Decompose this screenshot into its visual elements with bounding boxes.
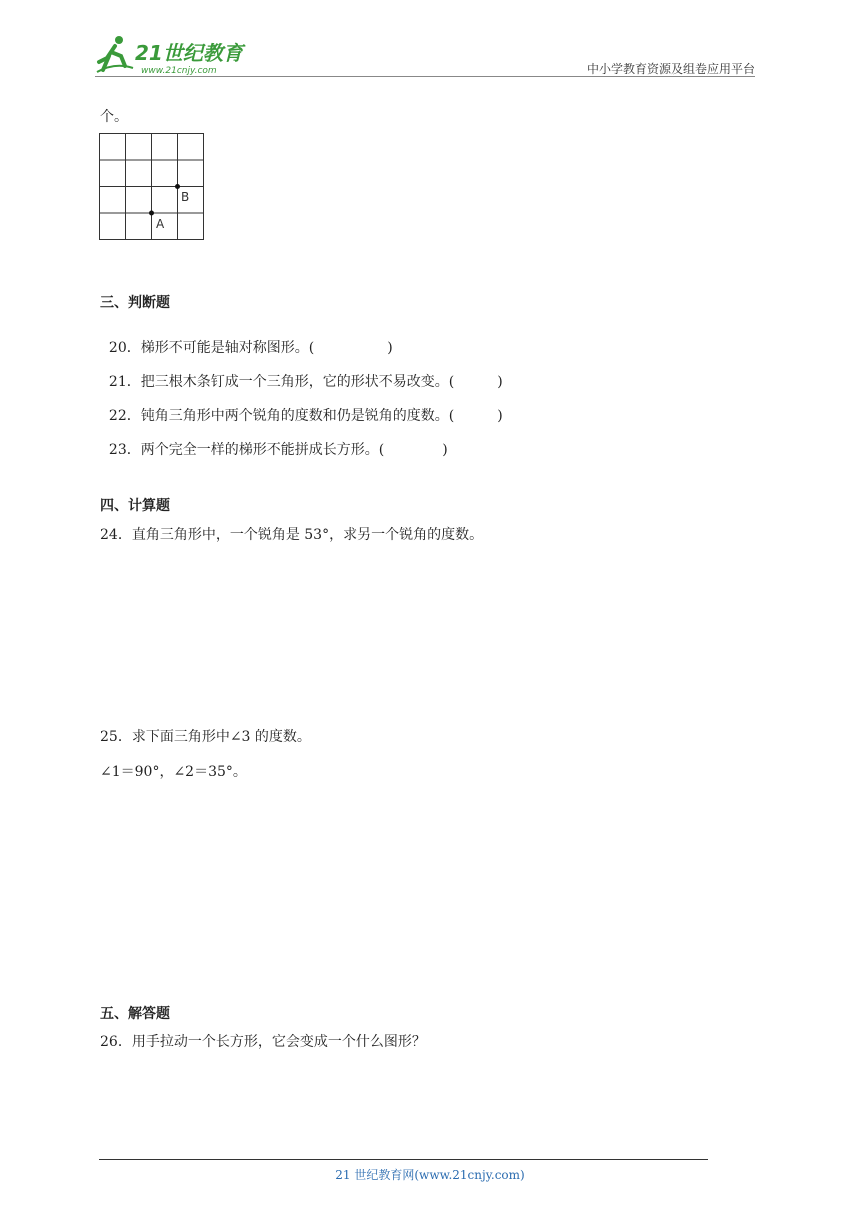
question-22-text: 22．钝角三角形中两个锐角的度数和仍是锐角的度数。(: [108, 408, 455, 424]
footer-divider: [99, 1159, 708, 1160]
question-20-close: ): [387, 340, 393, 356]
section-4-title: 四、计算题: [100, 498, 170, 514]
question-26: 26．用手拉动一个长方形，它会变成一个什么图形？: [100, 1034, 426, 1050]
section-3-title: 三、判断题: [100, 295, 170, 311]
site-logo: [95, 32, 265, 78]
label-b: B: [181, 190, 190, 204]
footer-link[interactable]: 21 世纪教育网(www.21cnjy.com): [335, 1168, 525, 1182]
logo-text: 21世纪教育: [135, 41, 243, 65]
point-a: [149, 211, 154, 216]
question-21: [100, 355, 503, 391]
page-header: [95, 32, 755, 78]
question-23-close: ): [442, 442, 448, 458]
question-25: 25．求下面三角形中∠3 的度数。: [100, 729, 311, 745]
question-23-text: 23．两个完全一样的梯形不能拼成长方形。(: [108, 442, 385, 458]
grid-figure: [99, 133, 207, 247]
label-a: A: [156, 217, 165, 231]
question-22: [100, 389, 503, 425]
grid-svg: [99, 133, 207, 243]
previous-question-fragment: 个。: [100, 109, 128, 125]
question-23: [100, 423, 448, 459]
header-platform-text: 中小学教育资源及组卷应用平台: [586, 62, 755, 76]
question-21-close: ): [497, 374, 503, 390]
question-22-close: ): [497, 408, 503, 424]
point-b: [175, 184, 180, 189]
logo-graphic: [95, 32, 265, 78]
logo-url: www.21cnjy.com: [141, 66, 217, 76]
header-divider: [95, 76, 755, 77]
section-5-title: 五、解答题: [100, 1006, 170, 1022]
question-20-text: 20．梯形不可能是轴对称图形。(: [108, 340, 315, 356]
question-20: [100, 321, 393, 357]
question-24: 24．直角三角形中，一个锐角是 53°，求另一个锐角的度数。: [100, 527, 484, 543]
question-21-text: 21．把三根木条钉成一个三角形，它的形状不易改变。(: [108, 374, 455, 390]
question-25-given: ∠1＝90°，∠2＝35°。: [100, 764, 247, 780]
